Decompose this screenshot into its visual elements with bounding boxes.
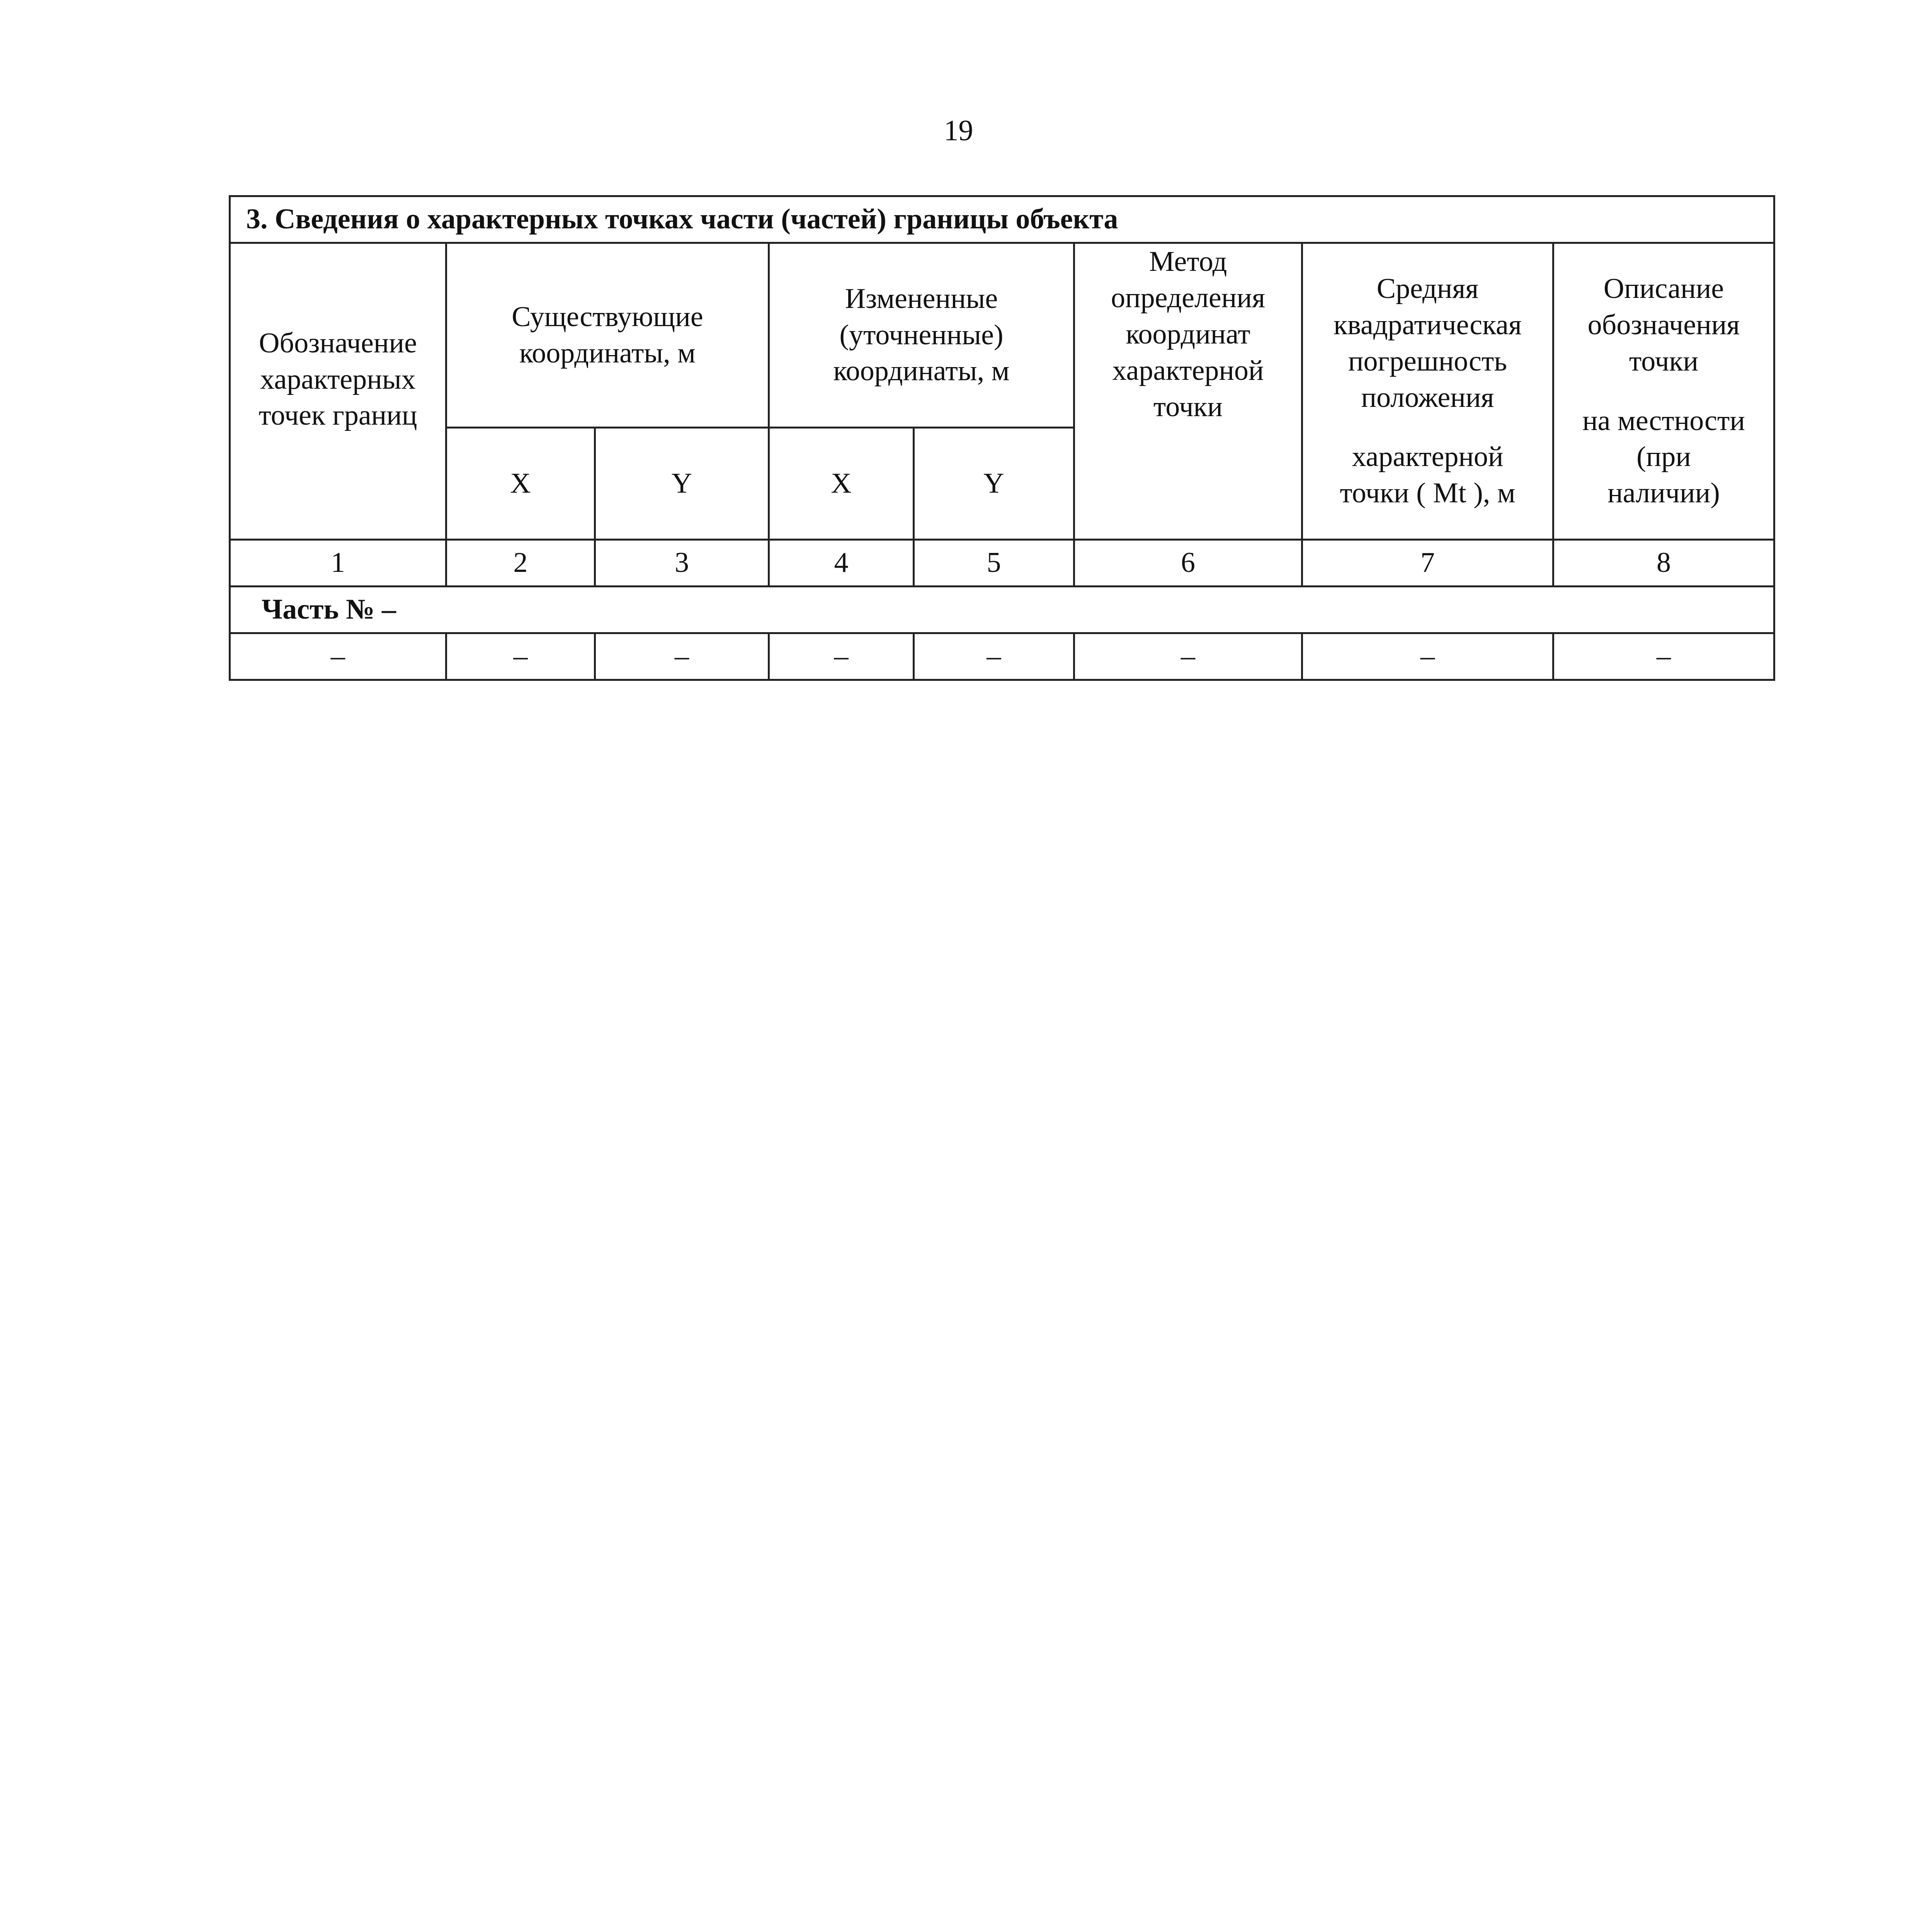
table-row [230,633,1774,680]
table-cell: – [1074,633,1302,680]
column-number: 2 [446,540,595,587]
header-point-description: Описание обозначения точки на местности (при наличии) [1553,243,1774,540]
column-number: 4 [769,540,914,587]
header-method: Метод определения координат характерной точки [1074,243,1302,540]
table-cell: – [769,633,914,680]
table-cell: – [1553,633,1774,680]
header-existing-y: Y [595,428,769,540]
header-point-designation: Обозначение характерных точек границ [230,243,446,540]
table-cell: – [230,633,446,680]
header-mean-square-error: Средняя квадратическая погрешность положения характерной точки ( Mt ), м [1302,243,1553,540]
column-number: 6 [1074,540,1302,587]
header-existing-coordinates: Существующие координаты, м [446,243,769,428]
section-title: 3. Сведения о характерных точках части (частей) границы объекта [230,196,1774,243]
table-cell: – [446,633,595,680]
column-number-row [230,540,1774,587]
header-existing-x: X [446,428,595,540]
column-number: 8 [1553,540,1774,587]
characteristic-points-table [229,195,1775,681]
column-number: 1 [230,540,446,587]
page-number: 19 [944,114,973,147]
table-cell: – [1302,633,1553,680]
table-cell: – [595,633,769,680]
part-title: Часть № – [230,587,1774,633]
column-number: 7 [1302,540,1553,587]
header-changed-coordinates: Измененные (уточненные) координаты, м [769,243,1074,428]
header-changed-x: X [769,428,914,540]
column-number: 3 [595,540,769,587]
header-changed-y: Y [914,428,1074,540]
column-number: 5 [914,540,1074,587]
table-cell: – [914,633,1074,680]
